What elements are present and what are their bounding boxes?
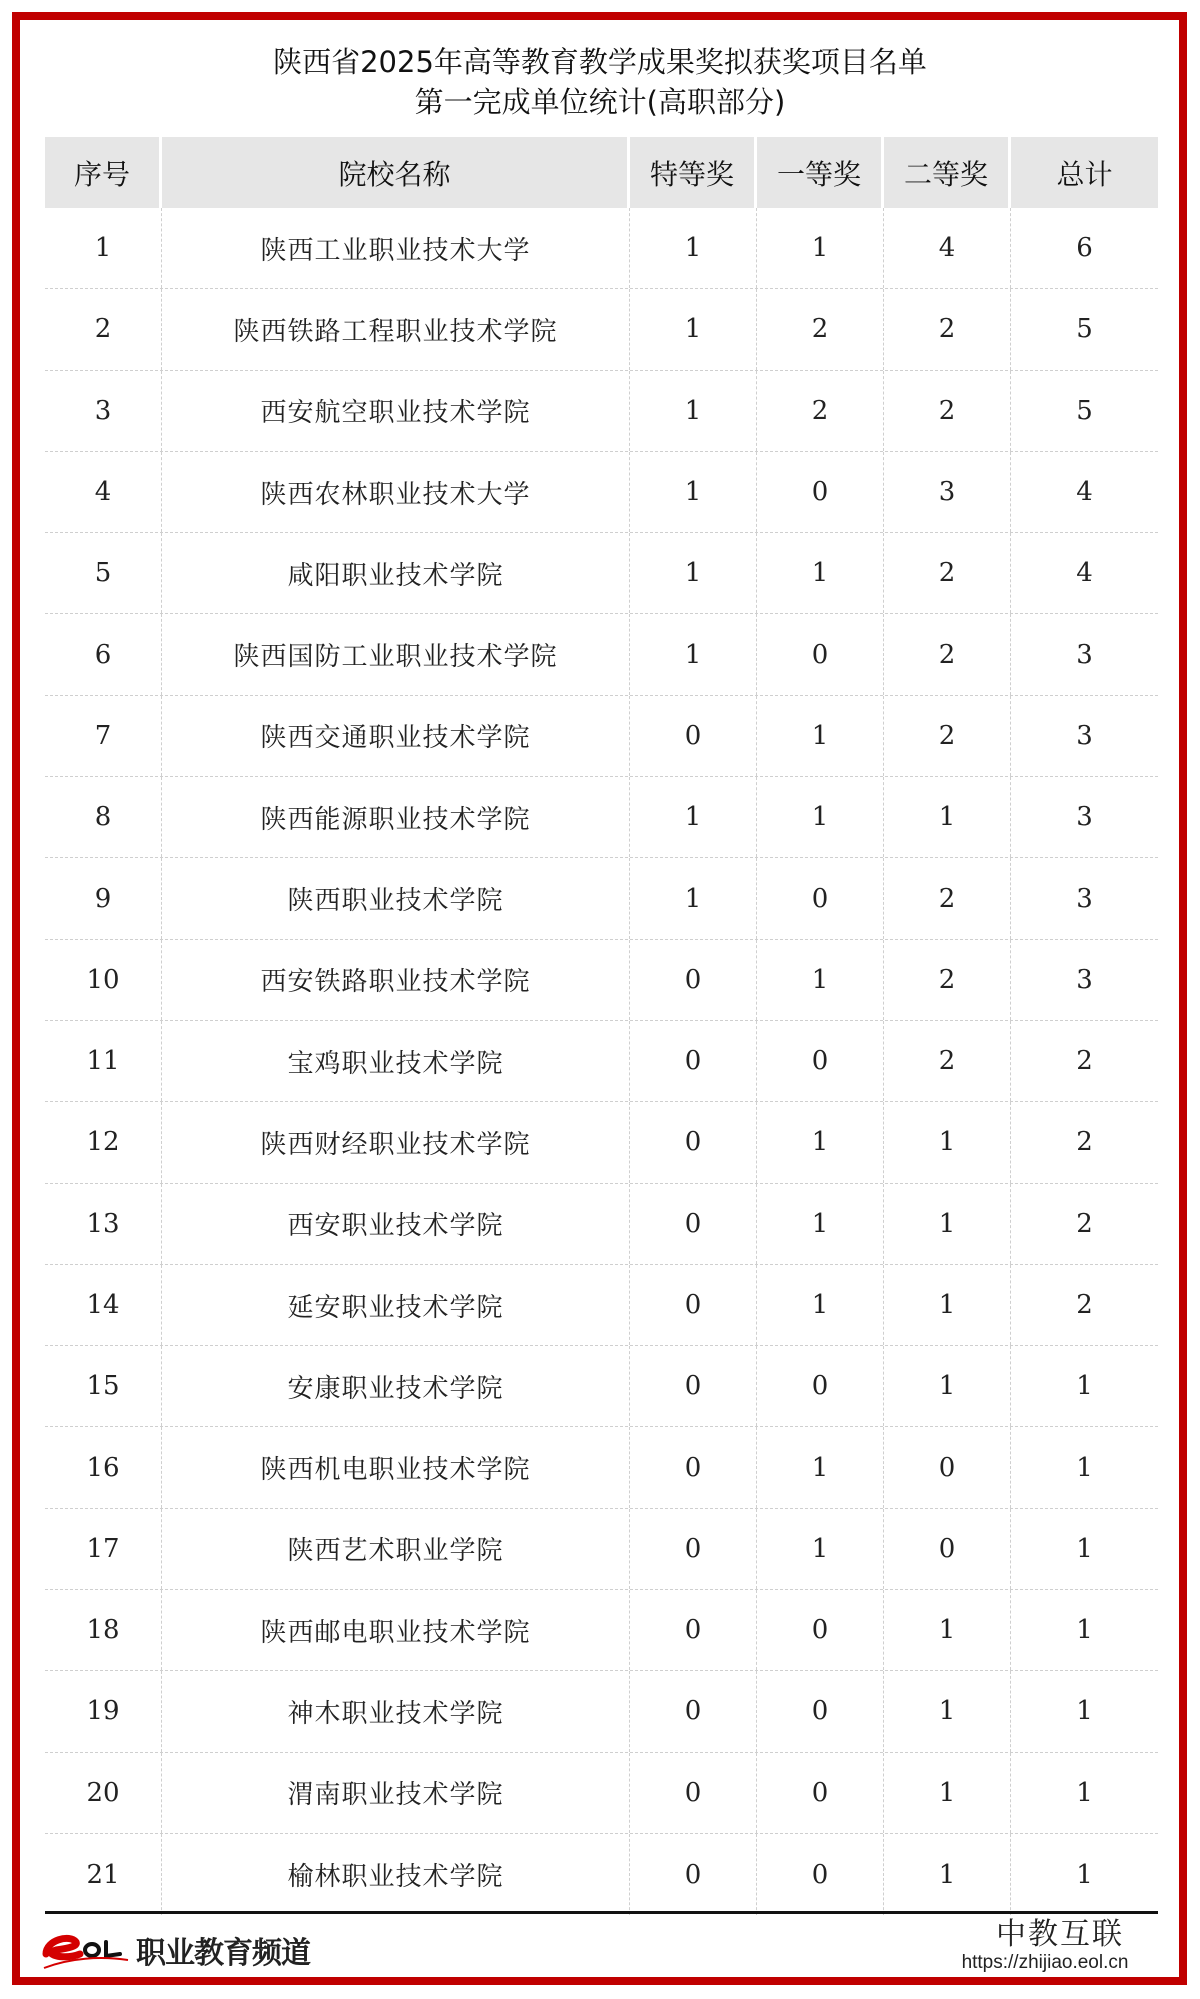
school-name: 陕西工业职业技术大学 [162,208,630,288]
school-name: 陕西机电职业技术学院 [162,1427,630,1507]
total-count: 1 [1076,1615,1093,1646]
special-prize-count: 1 [630,289,757,369]
table-row [45,777,1158,858]
special-prize-count: 1 [630,777,757,857]
special-prize-count: 1 [630,533,757,613]
second-prize-count: 1 [884,1265,1011,1345]
special-prize-count: 0 [630,696,757,776]
first-prize-count: 0 [757,1346,884,1426]
second-prize-count: 4 [884,208,1011,288]
row-number: 5 [45,533,162,613]
second-prize-count: 2 [884,858,1011,938]
second-prize-count: 2 [884,940,1011,1020]
school-name: 神木职业技术学院 [162,1671,630,1751]
row-number: 7 [45,696,162,776]
row-number: 1 [45,208,162,288]
table-row [45,1021,1158,1102]
row-number: 10 [45,940,162,1020]
second-prize-count: 1 [884,1590,1011,1670]
second-prize-count: 2 [884,289,1011,369]
row-number: 16 [45,1427,162,1507]
total-count: 2 [1076,1290,1093,1320]
row-number: 14 [45,1265,162,1345]
special-prize-count: 0 [630,940,757,1020]
total-count: 4 [1076,558,1093,589]
second-prize-count: 2 [884,614,1011,694]
special-prize-count: 0 [630,1834,757,1915]
table-row [45,1671,1158,1752]
total-count: 3 [1076,883,1093,914]
second-prize-count: 1 [884,1834,1011,1915]
special-prize-count: 0 [630,1509,757,1589]
first-prize-count: 1 [757,1102,884,1182]
table-row [45,614,1158,695]
second-prize-count: 3 [884,452,1011,532]
school-name: 西安铁路职业技术学院 [162,940,630,1020]
row-number: 8 [45,777,162,857]
footer-logo [40,1928,310,1972]
eol-logo-icon [40,1928,130,1972]
first-prize-count: 1 [757,208,884,288]
second-prize-count: 1 [884,1346,1011,1426]
header-first-prize: 一等奖 [757,137,881,208]
total-count: 2 [1076,1208,1093,1239]
school-name: 陕西职业技术学院 [162,858,630,938]
awards-table [45,137,1158,1915]
total-count: 5 [1076,314,1093,345]
school-name: 陕西财经职业技术学院 [162,1102,630,1182]
channel-name: 职业教育频道 [136,1936,310,1971]
first-prize-count: 1 [757,1184,884,1264]
total-count: 3 [1076,639,1093,670]
total-count: 3 [1076,802,1093,833]
school-name: 渭南职业技术学院 [162,1753,630,1833]
table-row [45,452,1158,533]
table-row [45,1427,1158,1508]
special-prize-count: 0 [630,1590,757,1670]
total-count: 1 [1076,1777,1093,1808]
row-number: 11 [45,1021,162,1101]
school-name: 陕西艺术职业学院 [162,1509,630,1589]
special-prize-count: 1 [630,614,757,694]
second-prize-count: 1 [884,1102,1011,1182]
row-number: 3 [45,371,162,451]
school-name: 陕西农林职业技术大学 [162,452,630,532]
table-row [45,1509,1158,1590]
first-prize-count: 0 [757,1671,884,1751]
document-subtitle: 第一完成单位统计(高职部分) [414,85,786,119]
total-count: 2 [1076,1046,1093,1077]
second-prize-count: 1 [884,1671,1011,1751]
brand-name: 中教互联 [996,1917,1124,1952]
header-total: 总计 [1011,137,1158,208]
first-prize-count: 2 [757,371,884,451]
table-row [45,1346,1158,1427]
first-prize-count: 1 [757,940,884,1020]
special-prize-count: 0 [630,1184,757,1264]
first-prize-count: 1 [757,777,884,857]
table-row [45,696,1158,777]
header-no: 序号 [45,137,159,208]
total-count: 6 [1076,233,1093,264]
row-number: 21 [45,1834,162,1915]
school-name: 延安职业技术学院 [162,1265,630,1345]
table-row [45,940,1158,1021]
row-number: 18 [45,1590,162,1670]
first-prize-count: 1 [757,533,884,613]
row-number: 15 [45,1346,162,1426]
header-special-prize: 特等奖 [630,137,754,208]
table-row [45,1265,1158,1346]
total-count: 1 [1076,1533,1093,1564]
special-prize-count: 0 [630,1427,757,1507]
first-prize-count: 0 [757,1590,884,1670]
row-number: 9 [45,858,162,938]
second-prize-count: 2 [884,696,1011,776]
special-prize-count: 0 [630,1265,757,1345]
second-prize-count: 2 [884,1021,1011,1101]
second-prize-count: 2 [884,533,1011,613]
first-prize-count: 2 [757,289,884,369]
first-prize-count: 0 [757,614,884,694]
table-row [45,208,1158,289]
total-count: 5 [1076,395,1093,426]
total-count: 1 [1076,1371,1093,1402]
second-prize-count: 2 [884,371,1011,451]
total-count: 2 [1076,1127,1093,1158]
school-name: 咸阳职业技术学院 [162,533,630,613]
second-prize-count: 0 [884,1509,1011,1589]
second-prize-count: 0 [884,1427,1011,1507]
total-count: 1 [1076,1452,1093,1483]
total-count: 3 [1076,720,1093,751]
header-school-name: 院校名称 [162,137,627,208]
row-number: 17 [45,1509,162,1589]
special-prize-count: 0 [630,1753,757,1833]
table-row [45,858,1158,939]
total-count: 1 [1076,1859,1093,1890]
special-prize-count: 1 [630,371,757,451]
table-row [45,1590,1158,1671]
row-number: 13 [45,1184,162,1264]
table-header-row [45,137,1158,208]
school-name: 陕西能源职业技术学院 [162,777,630,857]
first-prize-count: 0 [757,858,884,938]
first-prize-count: 0 [757,1834,884,1915]
first-prize-count: 0 [757,1021,884,1101]
table-row [45,1184,1158,1265]
first-prize-count: 0 [757,1753,884,1833]
table-row [45,1834,1158,1915]
special-prize-count: 1 [630,208,757,288]
special-prize-count: 0 [630,1102,757,1182]
first-prize-count: 0 [757,452,884,532]
row-number: 2 [45,289,162,369]
row-number: 20 [45,1753,162,1833]
school-name: 陕西交通职业技术学院 [162,696,630,776]
row-number: 12 [45,1102,162,1182]
first-prize-count: 1 [757,696,884,776]
total-count: 1 [1076,1696,1093,1727]
document-title: 陕西省2025年高等教育教学成果奖拟获奖项目名单 [273,45,927,79]
bottom-divider [45,1911,1158,1914]
first-prize-count: 1 [757,1509,884,1589]
table-row [45,1753,1158,1834]
row-number: 6 [45,614,162,694]
school-name: 宝鸡职业技术学院 [162,1021,630,1101]
table-body [45,208,1158,1915]
special-prize-count: 0 [630,1671,757,1751]
second-prize-count: 1 [884,1753,1011,1833]
first-prize-count: 1 [757,1427,884,1507]
first-prize-count: 1 [757,1265,884,1345]
second-prize-count: 1 [884,777,1011,857]
second-prize-count: 1 [884,1184,1011,1264]
table-row [45,1102,1158,1183]
table-row [45,533,1158,614]
special-prize-count: 0 [630,1346,757,1426]
special-prize-count: 1 [630,452,757,532]
brand-url[interactable]: https://zhijiao.eol.cn [961,1952,1129,1973]
table-row [45,371,1158,452]
row-number: 4 [45,452,162,532]
school-name: 西安航空职业技术学院 [162,371,630,451]
school-name: 陕西铁路工程职业技术学院 [162,289,630,369]
school-name: 陕西国防工业职业技术学院 [162,614,630,694]
table-row [45,289,1158,370]
special-prize-count: 1 [630,858,757,938]
row-number: 19 [45,1671,162,1751]
total-count: 3 [1076,964,1093,995]
school-name: 榆林职业技术学院 [162,1834,630,1915]
school-name: 西安职业技术学院 [162,1184,630,1264]
school-name: 安康职业技术学院 [162,1346,630,1426]
total-count: 4 [1076,477,1093,508]
special-prize-count: 0 [630,1021,757,1101]
header-second-prize: 二等奖 [884,137,1008,208]
school-name: 陕西邮电职业技术学院 [162,1590,630,1670]
footer-brand [960,1918,1160,1974]
